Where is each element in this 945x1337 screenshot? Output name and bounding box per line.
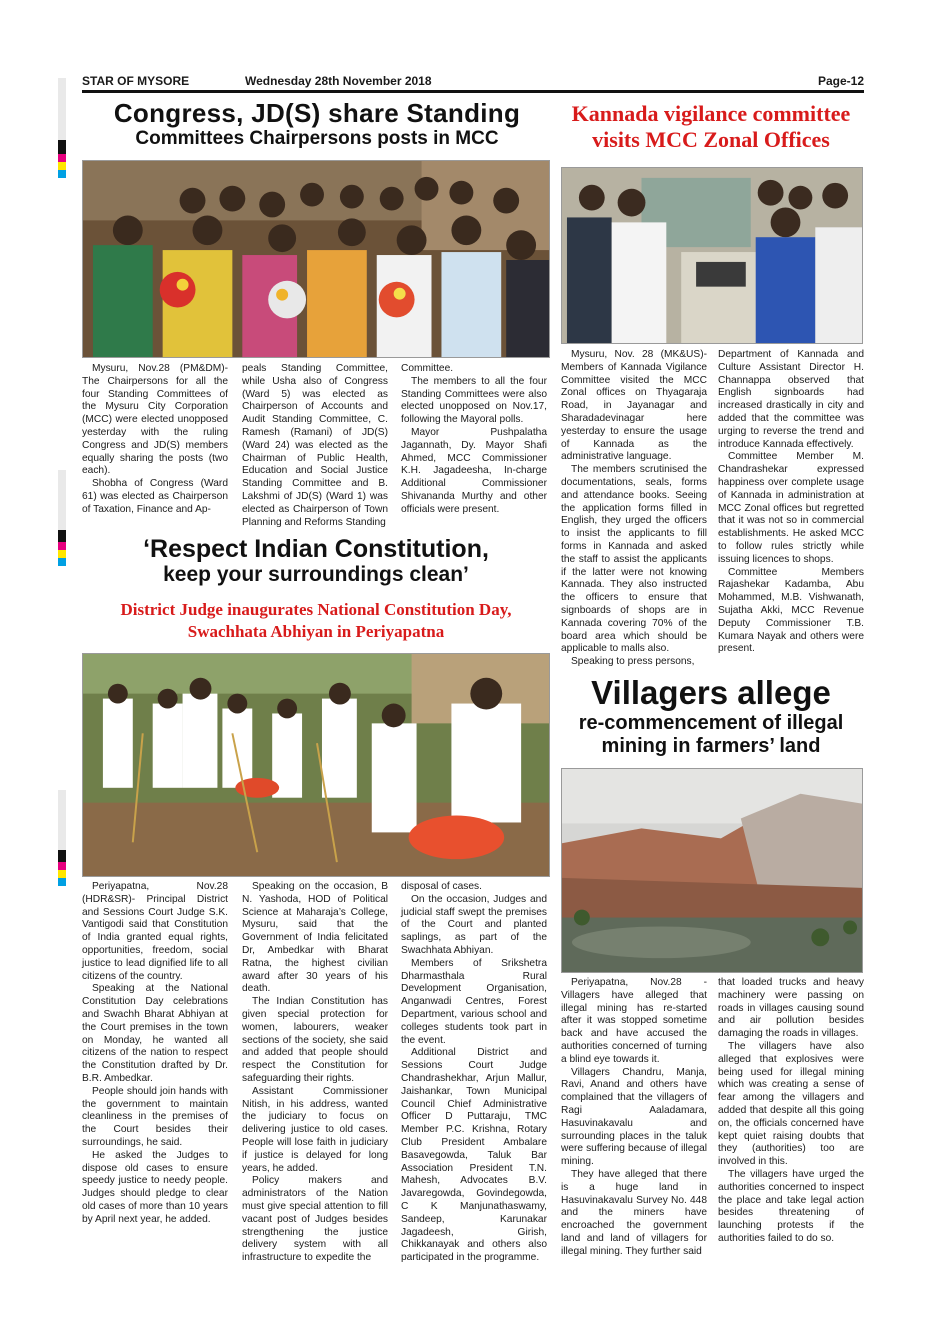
paragraph: Committee Members Rajashekar Kadamba, Abu Mohammed, M.B. Vishwanath, Sujatha Akki, MCC Revenue Deputy Commissioner T.B. Kumara Nayak and others were present. (718, 566, 864, 655)
constitution-col-1 (82, 881, 228, 1227)
paragraph: Mayor Pushpalatha Jagannath, Dy. Mayor Shafi Ahmed, MCC Commissioner K.H. Jagadeesha, In-charge Additional Commissioner Shivananda Murthy and other officials were present. (401, 426, 547, 515)
paragraph: Committee. (401, 363, 454, 374)
villagers-headline-line3: mining in farmers’ land (601, 734, 821, 757)
kannada-col-1 (561, 349, 707, 669)
page-number: Page-12 (817, 74, 864, 88)
paragraph: Assistant Commissioner Nitish, in his address, wanted the judiciary to focus on delivering justice to old cases. People will lose faith in judiciary if justice is delayed for long years, he added. (242, 1085, 388, 1174)
paragraph: Shobha of Congress (Ward 61) was elected as Chairperson of Taxation, Finance and Ap- (82, 478, 228, 515)
paragraph: The members to all the four Standing Committees were also elected unopposed on Nov.17, following the Mayoral polls. (401, 375, 547, 426)
paragraph: Speaking at the National Constitution Day celebrations and Swachh Bharat Abhiyan at the Court premises in the town on Monday, he wanted all citizens of the nation to respect the Constitution drafted by Dr. B.R. Ambedkar. (82, 983, 228, 1084)
constitution-headline (82, 536, 550, 586)
villagers-headline-line2: re-commencement of illegal (578, 711, 844, 734)
villagers-col-2 (718, 977, 864, 1246)
paragraph: The members scrutinised the documentations, seals, forms and attendance books. Seeing the application forms filled in English, they urged the officers to insist the applicants to fill forms in Kannada and asked the staff to assist the applicants if the latter were not knowing Kannada. They also instructed the officers to ensure that signboards of shops are in Kannada covering 70% of the board area which should be applicable to malls also. (561, 464, 707, 655)
paragraph: They have alleged that there is a huge land in Hasuvinakavalu Survey No. 448 and the miners have encroached the government land and land of villagers for illegal mining. They further said (561, 1168, 707, 1257)
paragraph: Periyapatna, Nov.28 - Villagers have alleged that illegal mining has re-started after it was stopped sometime back and have accused the authorities concerned of turning a blind eye towards it. (561, 977, 707, 1065)
paragraph: Periyapatna, Nov.28 (HDR&SR)- Principal District and Sessions Court Judge S.K. Vantigodi said that Constitution of India granted equal rights, opportunities, freedom, social justice to lead dignified life to all citizens of the country. (82, 881, 228, 982)
kannada-col-2 (718, 349, 864, 656)
paragraph: The Indian Constitution has given special protection for women, labourers, weaker sections of the society, she said and added that people should respect the Constitution for safeguarding their rights. (242, 996, 388, 1084)
constitution-subhead-line2: Swachhata Abhiyan in Periyapatna (187, 621, 445, 641)
congress-headline-line2: Committees Chairpersons posts in MCC (135, 128, 499, 150)
congress-photo (82, 160, 550, 358)
constitution-subhead-line1: District Judge inaugurates National Constitution Day, (120, 600, 512, 619)
paragraph: Additional District and Sessions Court Judge Chandrashekhar, Arjun Mallur, Jaishankar, Town Municipal Council Chief Administrative Officer D Puttaraju, TMC Member P.C. Krishna, Rotary Club President Ambalare Basavegowda, Taluk Bar Association President T.N. Mahesh, Advocates B.V. Javaregowda, Govindegowda, C K Manjunathaswamy, Sandeep, Karunakar Jagadeesh, Girish, Chikkanayak and others also participated in the programme. (401, 1047, 547, 1264)
registration-mark (58, 78, 66, 178)
kannada-headline (558, 102, 864, 151)
paragraph: Mysuru, Nov. 28 (MK&US)- Members of Kannada Vigilance Committee visited the MCC Zonal offices on Thyagaraja Road, in Jayanagar and Sharadadevinagar here yesterday to ensure the usage of Kannada as the administrative language. (561, 349, 707, 463)
constitution-subhead (82, 601, 550, 641)
congress-col-3 (401, 363, 547, 517)
congress-headline (82, 100, 552, 149)
paragraph: The villagers have urged the authorities concerned to inspect the place and take legal action besides threatening of launching protests if the authorities failed to do so. (718, 1168, 864, 1244)
paragraph: that loaded trucks and heavy machinery were passing on roads in villages causing sound and air pollution besides damaging the roads in villages. (718, 977, 864, 1040)
constitution-headline-line1: ‘Respect Indian Constitution, (143, 535, 489, 563)
villagers-col-1 (561, 977, 707, 1259)
kannada-photo (561, 167, 863, 344)
paragraph: disposal of cases. (401, 881, 482, 892)
villagers-photo (561, 768, 863, 973)
paper-name: STAR OF MYSORE (82, 74, 190, 88)
masthead-rule (82, 90, 864, 93)
congress-headline-line1: Congress, JD(S) share Standing (113, 98, 521, 128)
registration-mark (58, 790, 66, 886)
paragraph: Villagers Chandru, Manja, Ravi, Anand and others have complained that the villagers of Ragi Aaladamara, Hasuvinakavalu and surrounding places in the taluk were suffering because of illegal mining. (561, 1066, 707, 1168)
kannada-headline-line2: visits MCC Zonal Offices (592, 127, 830, 153)
villagers-headline (558, 676, 864, 757)
constitution-headline-line2: keep your surroundings clean’ (163, 563, 469, 587)
villagers-headline-line1: Villagers allege (591, 674, 831, 711)
kannada-headline-line1: Kannada vigilance committee (571, 101, 851, 126)
constitution-photo (82, 653, 550, 877)
congress-col-2 (242, 363, 388, 529)
paragraph: Speaking on the occasion, B N. Yashoda, HOD of Political Science at Maharaja’s College, Mysuru, said that the Government of India felicitated Dr, Ambedkar with Bharat Ratna, the highest civilian award after 30 years of his death. (242, 881, 388, 995)
paragraph: On the occasion, Judges and judicial staff swept the premises of the Court and planted saplings, as part of the Swachhata Abhiyan. (401, 893, 547, 956)
constitution-col-3 (401, 881, 547, 1265)
paragraph: peals Standing Committee, while Usha also of Congress (Ward 5) was elected as Chairperson of Accounts and Audit Standing Committee, C. Ramesh (Ramani) of JD(S) (Ward 24) was elected as the Chairman of Public Health, Education and Social Justice Standing Committee and B. Lakshmi of JD(S) (Ward 1) was elected as Chairperson of Town Planning and Reforms Standing (242, 363, 388, 528)
issue-date: Wednesday 28th November 2018 (245, 74, 432, 88)
congress-col-1 (82, 363, 228, 517)
paragraph: Speaking to press persons, (571, 656, 695, 668)
paragraph: Committee Member M. Chandrashekar expressed happiness over complete usage of Kannada in administration at MCC Zonal offices but regretted that it was not so in commercial establishments. He asked MCC to follow rules strictly while issuing licences to shops. (718, 451, 864, 565)
paragraph: People should join hands with the government to maintain cleanliness in the premises of the Court besides their surroundings, he said. (82, 1085, 228, 1148)
paragraph: He asked the Judges to dispose old cases to ensure speedy justice to needy people. Judges should pledge to clear old cases of more than 10 years by April next year, he added. (82, 1149, 228, 1225)
registration-mark (58, 470, 66, 566)
constitution-col-2 (242, 881, 388, 1265)
paragraph: Members of Srikshetra Dharmasthala Rural Development Organisation, Anganwadi Centres, Forest Department, various school and colleges students took part in the event. (401, 957, 547, 1046)
paragraph: Department of Kannada and Culture Assistant Director H. Channappa observed that English signboards had increased drastically in city and added that the committee was urging to reverse the trend and introduce Kannada effectively. (718, 349, 864, 450)
paragraph: The villagers have also alleged that explosives were being used for illegal mining which was creating a sense of fear among the villagers and added that despite all this going on, the officials concerned have kept quiet raising doubts that they (authorities) too are involved in this. (718, 1040, 864, 1168)
paragraph: Policy makers and administrators of the Nation must give special attention to fill vacant post of Judges besides strengthening the justice delivery system with all infrastructure to expedite the (242, 1175, 388, 1264)
paragraph: Mysuru, Nov.28 (PM&DM)- The Chairpersons for all the four Standing Committees of the Mysuru City Corporation (MCC) were elected unopposed yesterday with the ruling Congress and JD(S) members equally sharing the posts (two each). (82, 363, 228, 477)
